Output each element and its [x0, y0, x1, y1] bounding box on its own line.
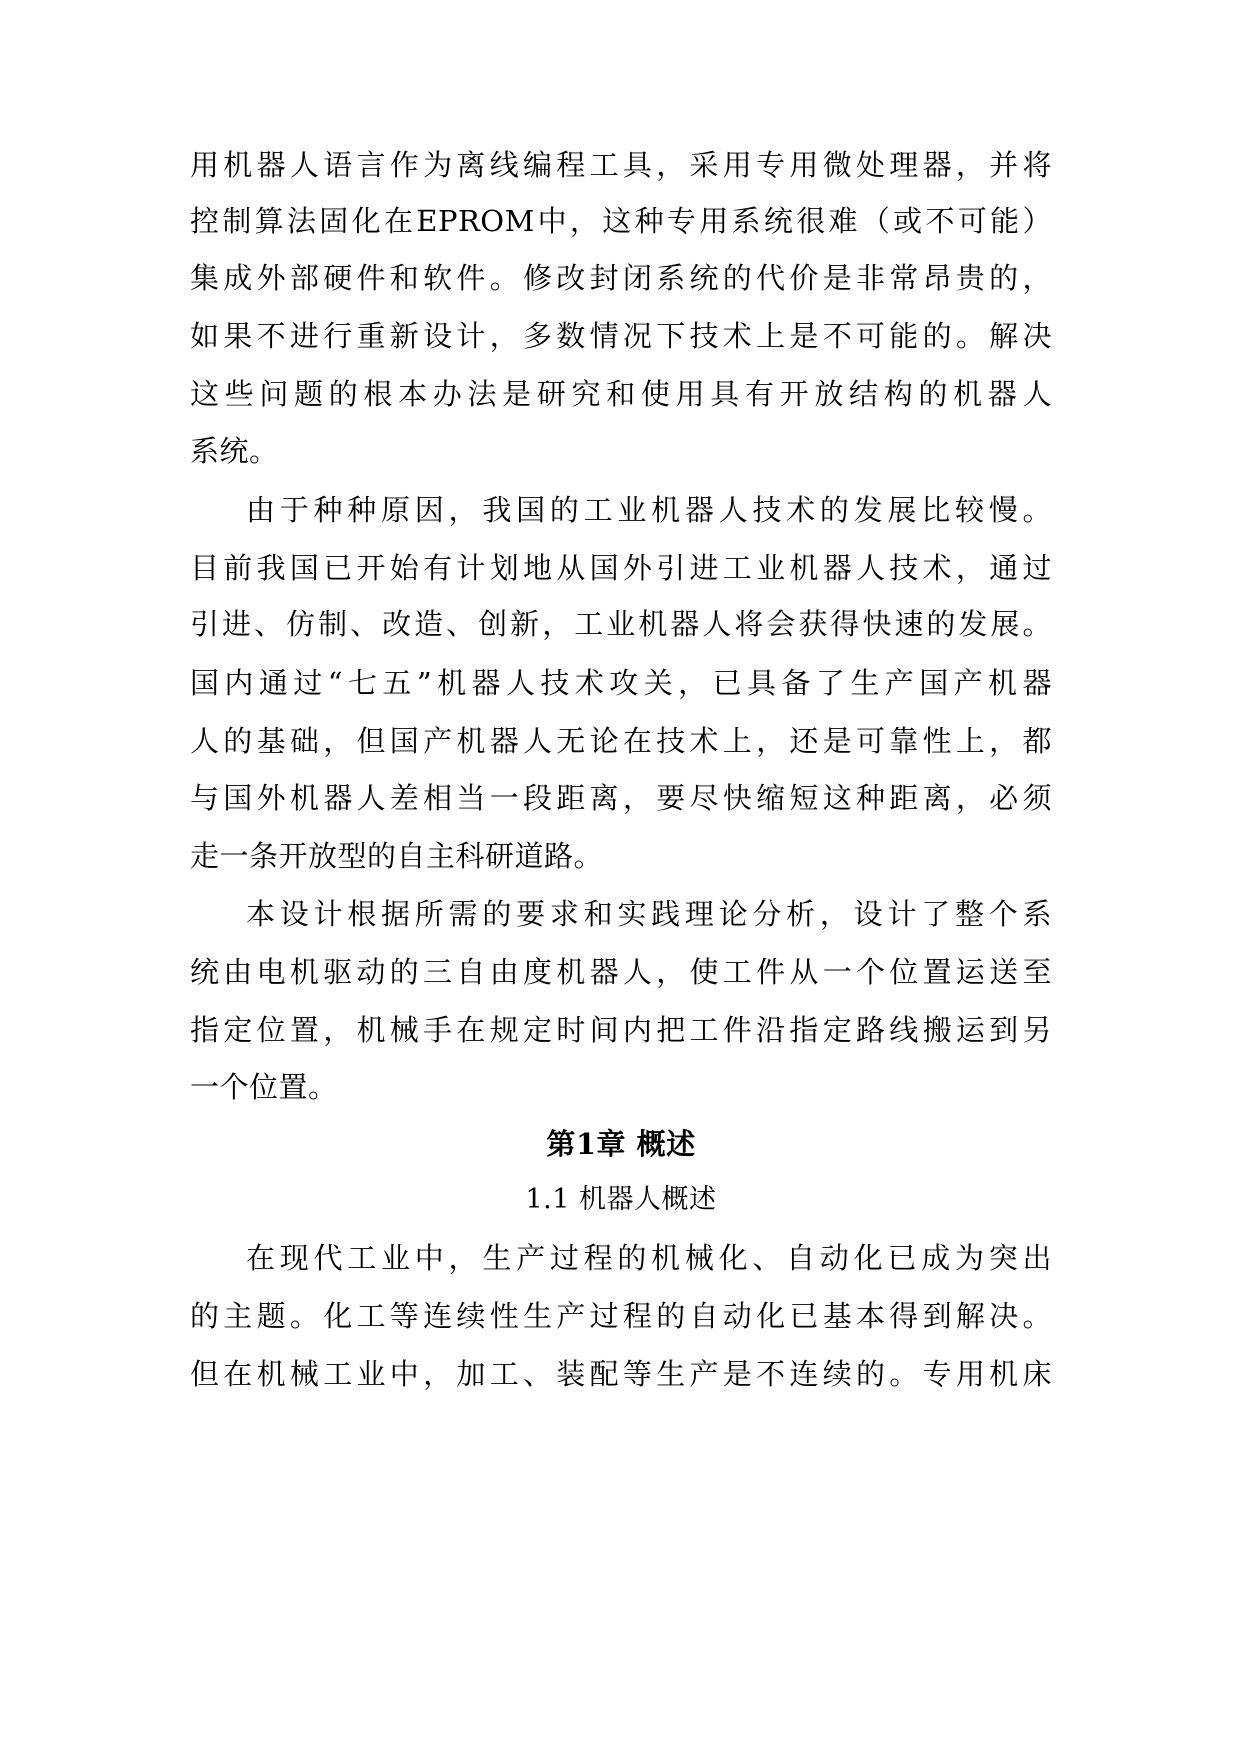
body-text-line: 一个位置。 [190, 1070, 338, 1104]
chapter-heading: 第1章 概述 [546, 1127, 696, 1161]
body-text-line: 系统。 [190, 434, 279, 468]
body-text-line: 统由电机驱动的三自由度机器人，使工件从一个位置运送至 [190, 955, 1052, 989]
body-text-line: 但在机械工业中，加工、装配等生产是不连续的。专用机床 [190, 1357, 1052, 1391]
body-text-line: 用机器人语言作为离线编程工具，采用专用微处理器，并将 [190, 148, 1052, 182]
body-text-line: 本设计根据所需的要求和实践理论分析，设计了整个系 [246, 897, 1052, 931]
body-text-line: 走一条开放型的自主科研道路。 [190, 839, 604, 873]
body-text-line: 由于种种原因，我国的工业机器人技术的发展比较慢。 [246, 493, 1052, 527]
body-text-line: 指定位置，机械手在规定时间内把工件沿指定路线搬运到另 [190, 1013, 1052, 1047]
body-text-line: 的主题。化工等连续性生产过程的自动化已基本得到解决。 [190, 1299, 1052, 1333]
body-text-line: 集成外部硬件和软件。修改封闭系统的代价是非常昂贵的， [190, 261, 1052, 295]
body-text-line: 控制算法固化在EPROM中，这种专用系统很难（或不可能） [190, 204, 1052, 238]
body-text-line: 在现代工业中，生产过程的机械化、自动化已成为突出 [246, 1241, 1052, 1275]
body-text-line: 这些问题的根本办法是研究和使用具有开放结构的机器人 [190, 377, 1052, 411]
body-text-line: 引进、仿制、改造、创新，工业机器人将会获得快速的发展。 [190, 607, 1052, 641]
section-heading: 1.1 机器人概述 [525, 1184, 717, 1215]
body-text-line: 如果不进行重新设计，多数情况下技术上是不可能的。解决 [190, 319, 1052, 353]
body-text-line: 国内通过“七五”机器人技术攻关，已具备了生产国产机器 [190, 666, 1052, 700]
body-text-line: 与国外机器人差相当一段距离，要尽快缩短这种距离，必须 [190, 781, 1052, 815]
body-text-line: 人的基础，但国产机器人无论在技术上，还是可靠性上，都 [190, 724, 1052, 758]
body-text-line: 目前我国已开始有计划地从国外引进工业机器人技术，通过 [190, 551, 1052, 585]
